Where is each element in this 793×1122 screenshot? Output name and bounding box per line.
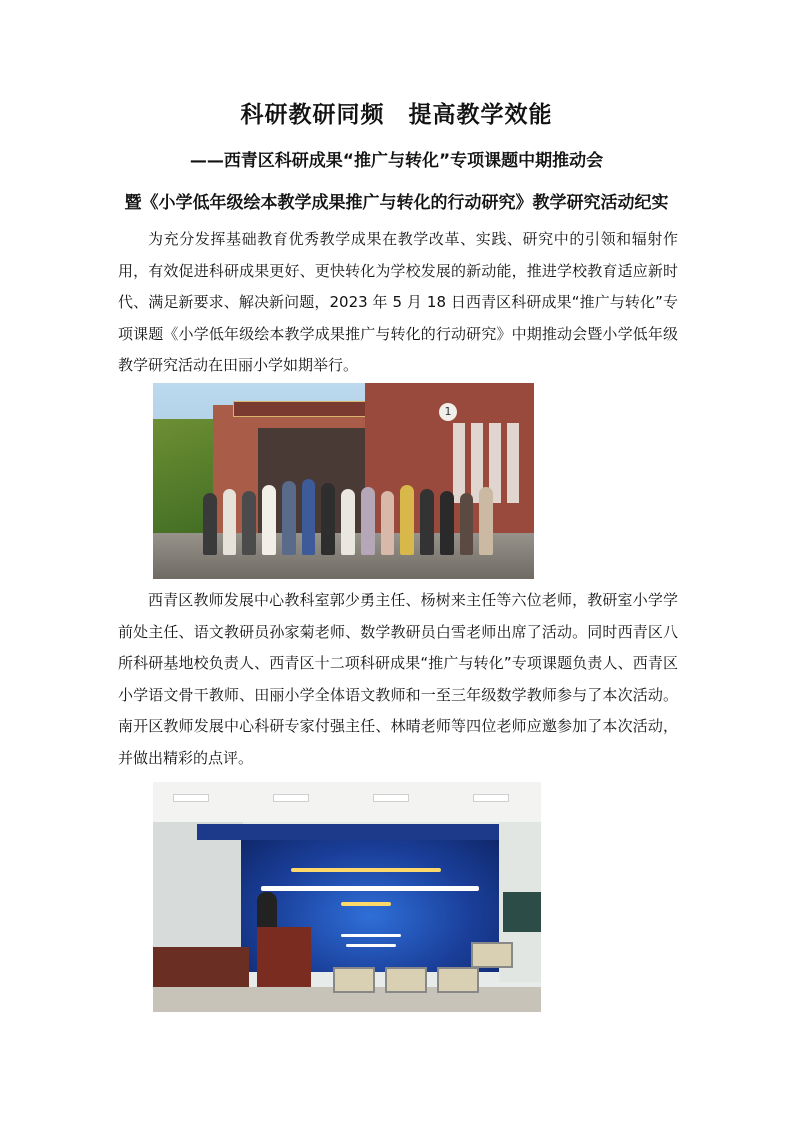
person-figure: [341, 489, 355, 555]
chair: [437, 967, 479, 993]
ceiling-light: [473, 794, 509, 802]
screen-text-line: [261, 886, 479, 891]
meeting-photo: [153, 782, 541, 1012]
document-subtitle-secondary: 暨《小学低年级绘本教学成果推广与转化的行动研究》教学研究活动纪实: [124, 193, 669, 213]
person-figure: [361, 487, 375, 555]
person-figure: [479, 487, 493, 555]
photo-people: [203, 465, 493, 555]
document-subtitle: ——西青区科研成果“推广与转化”专项课题中期推动会: [189, 151, 604, 171]
paragraph-attendees: 西青区教师发展中心教科室郭少勇主任、杨树来主任等六位老师，教研室小学学前处主任、语文教研员孙家菊老师、数学教研员白雪老师出席了活动。同时西青区八所科研基地校负责人、西青区十二项科研成果“推广与转化”专项课题负责人、西青区小学语文骨干教师、田丽小学全体语文教师和一至三年级数学教师参与了本次活动。南开区教师发展中心科研专家付强主任、林晴老师等四位老师应邀参加了本次活动，并做出精彩的点评。: [118, 591, 678, 767]
person-figure: [440, 491, 454, 555]
person-figure: [302, 479, 316, 555]
person-figure: [400, 485, 414, 555]
wooden-cabinet: [153, 947, 249, 992]
chair: [385, 967, 427, 993]
chair: [471, 942, 513, 968]
screen-text-line: [341, 934, 401, 937]
person-figure: [420, 489, 434, 555]
blackboard: [503, 892, 541, 932]
person-figure: [460, 493, 474, 555]
person-figure: [242, 491, 256, 555]
speaker-figure: [257, 892, 277, 932]
screen-text-line: [346, 944, 396, 947]
document-title: 科研教研同频 提高教学效能: [240, 102, 553, 128]
photo-ceiling: [153, 782, 541, 822]
ceiling-light: [173, 794, 209, 802]
ceiling-light: [373, 794, 409, 802]
top-banner: [197, 824, 501, 840]
person-figure: [262, 485, 276, 555]
person-figure: [381, 491, 395, 555]
person-figure: [203, 493, 217, 555]
chair: [333, 967, 375, 993]
paragraph-intro: 为充分发挥基础教育优秀教学成果在教学改革、实践、研究中的引领和辐射作用，有效促进科研成果更好、更快转化为学校发展的新动能，推进学校教育适应新时代、满足新要求、解决新问题，2023 年 5 月 18 日西青区科研成果“推广与转化”专项课题《小学低年级绘本教学成果推广与转化的行动研究》中期推动会暨小学低年级教学研究活动在田丽小学如期举行。: [118, 230, 678, 374]
ceiling-light: [273, 794, 309, 802]
screen-text-line: [291, 868, 441, 872]
screen-text-line: [341, 902, 391, 906]
person-figure: [321, 483, 335, 555]
person-figure: [282, 481, 296, 555]
building-number-sign: 1: [439, 403, 457, 421]
person-figure: [223, 489, 237, 555]
group-photo: [153, 383, 534, 579]
